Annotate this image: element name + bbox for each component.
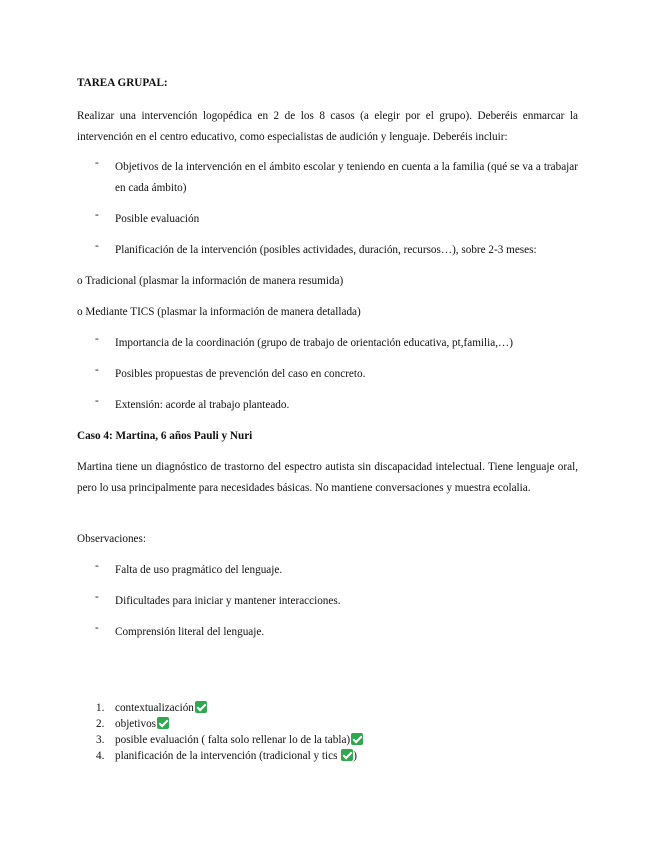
check-mark-button-icon: [341, 749, 353, 761]
list-number: 3.: [96, 734, 105, 746]
task-heading: TAREA GRUPAL:: [77, 77, 168, 89]
check-mark-button-icon: [157, 717, 169, 729]
dash-bullet: -: [95, 591, 99, 603]
checklist-text-after: ): [353, 750, 357, 762]
intro-paragraph: Realizar una intervención logopédica en 2 de los 8 casos (a elegir por el grupo). Deberéis enmarcar la intervención en el centro educativo, como especialistas de audición y lenguaje. Deberéis incluir:: [77, 110, 578, 143]
option-traditional: o Tradicional (plasmar la información de manera resumida): [77, 275, 344, 287]
checklist-text: contextualización: [115, 702, 194, 714]
requirement-item: [95, 240, 578, 261]
dash-bullet: -: [95, 209, 99, 221]
check-mark-button-icon: [195, 701, 207, 713]
check-mark-button-icon: [351, 733, 363, 745]
requirement-item: [95, 395, 578, 416]
observation-item: [95, 622, 578, 643]
case-description: Martina tiene un diagnóstico de trastorno del espectro autista sin discapacidad intelectual. Tiene lenguaje oral, pero lo usa principalmente para necesidades básicas. No mantiene conversaciones y muestra ecolalia.: [77, 461, 578, 494]
requirement-text: Importancia de la coordinación (grupo de trabajo de orientación educativa, pt,familia,…): [115, 337, 513, 349]
checklist-text: posible evaluación ( falta solo rellenar lo de la tabla): [115, 734, 351, 746]
dash-bullet: -: [95, 560, 99, 572]
requirement-item: [95, 333, 578, 354]
requirement-text: Planificación de la intervención (posibles actividades, duración, recursos…), sobre 2-3 meses:: [115, 244, 537, 256]
observations-label: Observaciones:: [77, 533, 146, 545]
requirement-item: [95, 209, 578, 230]
observation-text: Falta de uso pragmático del lenguaje.: [115, 564, 283, 576]
dash-bullet: -: [95, 364, 99, 376]
list-number: 1.: [96, 702, 105, 714]
requirement-text: Posibles propuestas de prevención del caso en concreto.: [115, 368, 366, 380]
list-number: 2.: [96, 718, 105, 730]
requirement-item: [95, 157, 578, 198]
checklist-text: planificación de la intervención (tradicional y tics: [115, 750, 341, 762]
dash-bullet: -: [95, 622, 99, 634]
dash-bullet: -: [95, 333, 99, 345]
list-number: 4.: [96, 750, 105, 762]
case-title: Caso 4: Martina, 6 años Pauli y Nuri: [77, 430, 253, 442]
requirement-text: Posible evaluación: [115, 213, 200, 225]
dash-bullet: -: [95, 240, 99, 252]
option-tics: o Mediante TICS (plasmar la información de manera detallada): [77, 306, 361, 318]
dash-bullet: -: [95, 395, 99, 407]
requirement-text: Extensión: acorde al trabajo planteado.: [115, 399, 290, 411]
observation-text: Dificultades para iniciar y mantener interacciones.: [115, 595, 341, 607]
observation-text: Comprensión literal del lenguaje.: [115, 626, 265, 638]
observation-item: [95, 560, 578, 581]
observation-item: [95, 591, 578, 612]
requirement-text: Objetivos de la intervención en el ámbito escolar y teniendo en cuenta a la familia (qué se va a trabajar en cada ámbito): [115, 161, 578, 194]
requirement-item: [95, 364, 578, 385]
dash-bullet: -: [95, 157, 99, 169]
checklist-text: objetivos: [115, 718, 157, 730]
